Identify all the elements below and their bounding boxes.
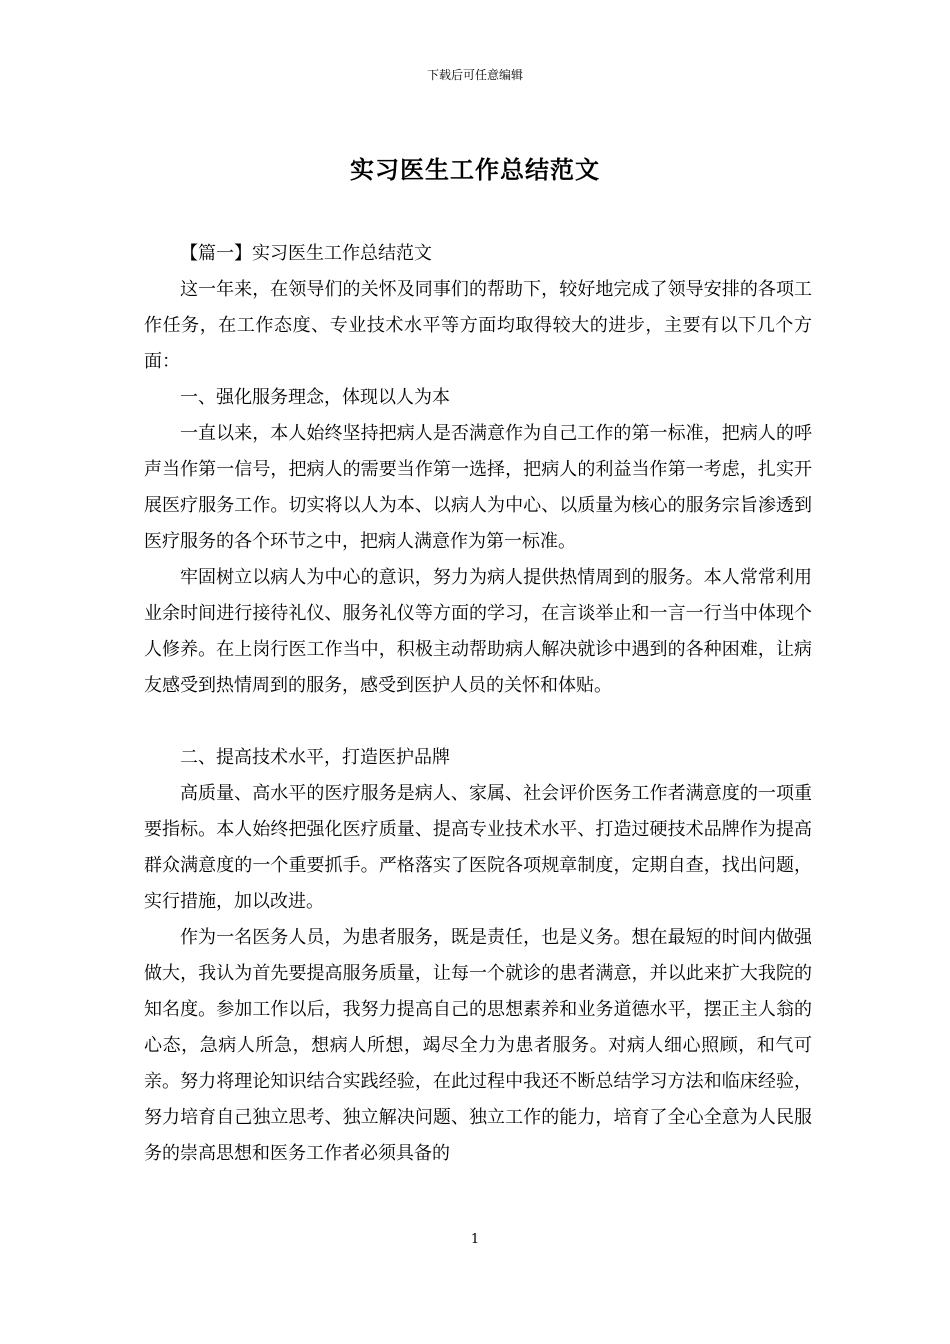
- section-heading: 【篇一】实习医生工作总结范文: [180, 243, 432, 264]
- paragraph-gap: [144, 704, 812, 740]
- body-paragraph: 这一年来，在领导们的关怀及同事们的帮助下，较好地完成了领导安排的各项工作任务，在工作态度、专业技术水平等方面均取得较大的进步，主要有以下几个方面：: [144, 279, 812, 372]
- document-title: 实习医生工作总结范文: [350, 155, 600, 184]
- body-paragraph: 作为一名医务人员，为患者服务，既是责任，也是义务。想在最短的时间内做强做大，我认为首先要提高服务质量，让每一个就诊的患者满意，并以此来扩大我院的知名度。参加工作以后，我努力提高自己的思想素养和业务道德水平，摆正主人翁的心态，急病人所急，想病人所想，竭尽全力为患者服务。对病人细心照顾，和气可亲。努力将理论知识结合实践经验，在此过程中我还不断总结学习方法和临床经验，努力培育自己独立思考、独立解决问题、独立工作的能力，培育了全心全意为人民服务的崇高思想和医务工作者必须具备的: [144, 927, 812, 1164]
- body-paragraph: 一直以来，本人始终坚持把病人是否满意作为自己工作的第一标准，把病人的呼声当作第一信号，把病人的需要当作第一选择，把病人的利益当作第一考虑，扎实开展医疗服务工作。切实将以人为本、以病人为中心、以质量为核心的服务宗旨渗透到医疗服务的各个环节之中，把病人满意作为第一标准。: [144, 423, 812, 552]
- subsection-heading: 二、提高技术水平，打造医护品牌: [180, 747, 450, 768]
- body-paragraph: 牢固树立以病人为中心的意识，努力为病人提供热情周到的服务。本人常常利用业余时间进行接待礼仪、服务礼仪等方面的学习，在言谈举止和一言一行当中体现个人修养。在上岗行医工作当中，积极主动帮助病人解决就诊中遇到的各种困难，让病友感受到热情周到的服务，感受到医护人员的关怀和体贴。: [144, 567, 812, 696]
- document-body: [144, 236, 812, 1172]
- page-number: 1: [470, 1232, 480, 1247]
- header-note: 下载后可任意编辑: [426, 68, 523, 82]
- subsection-heading: 一、强化服务理念，体现以人为本: [180, 387, 450, 408]
- body-paragraph: 高质量、高水平的医疗服务是病人、家属、社会评价医务工作者满意度的一项重要指标。本人始终把强化医疗质量、提高专业技术水平、打造过硬技术品牌作为提高群众满意度的一个重要抓手。严格落实了医院各项规章制度，定期自查，找出问题，实行措施，加以改进。: [144, 783, 812, 912]
